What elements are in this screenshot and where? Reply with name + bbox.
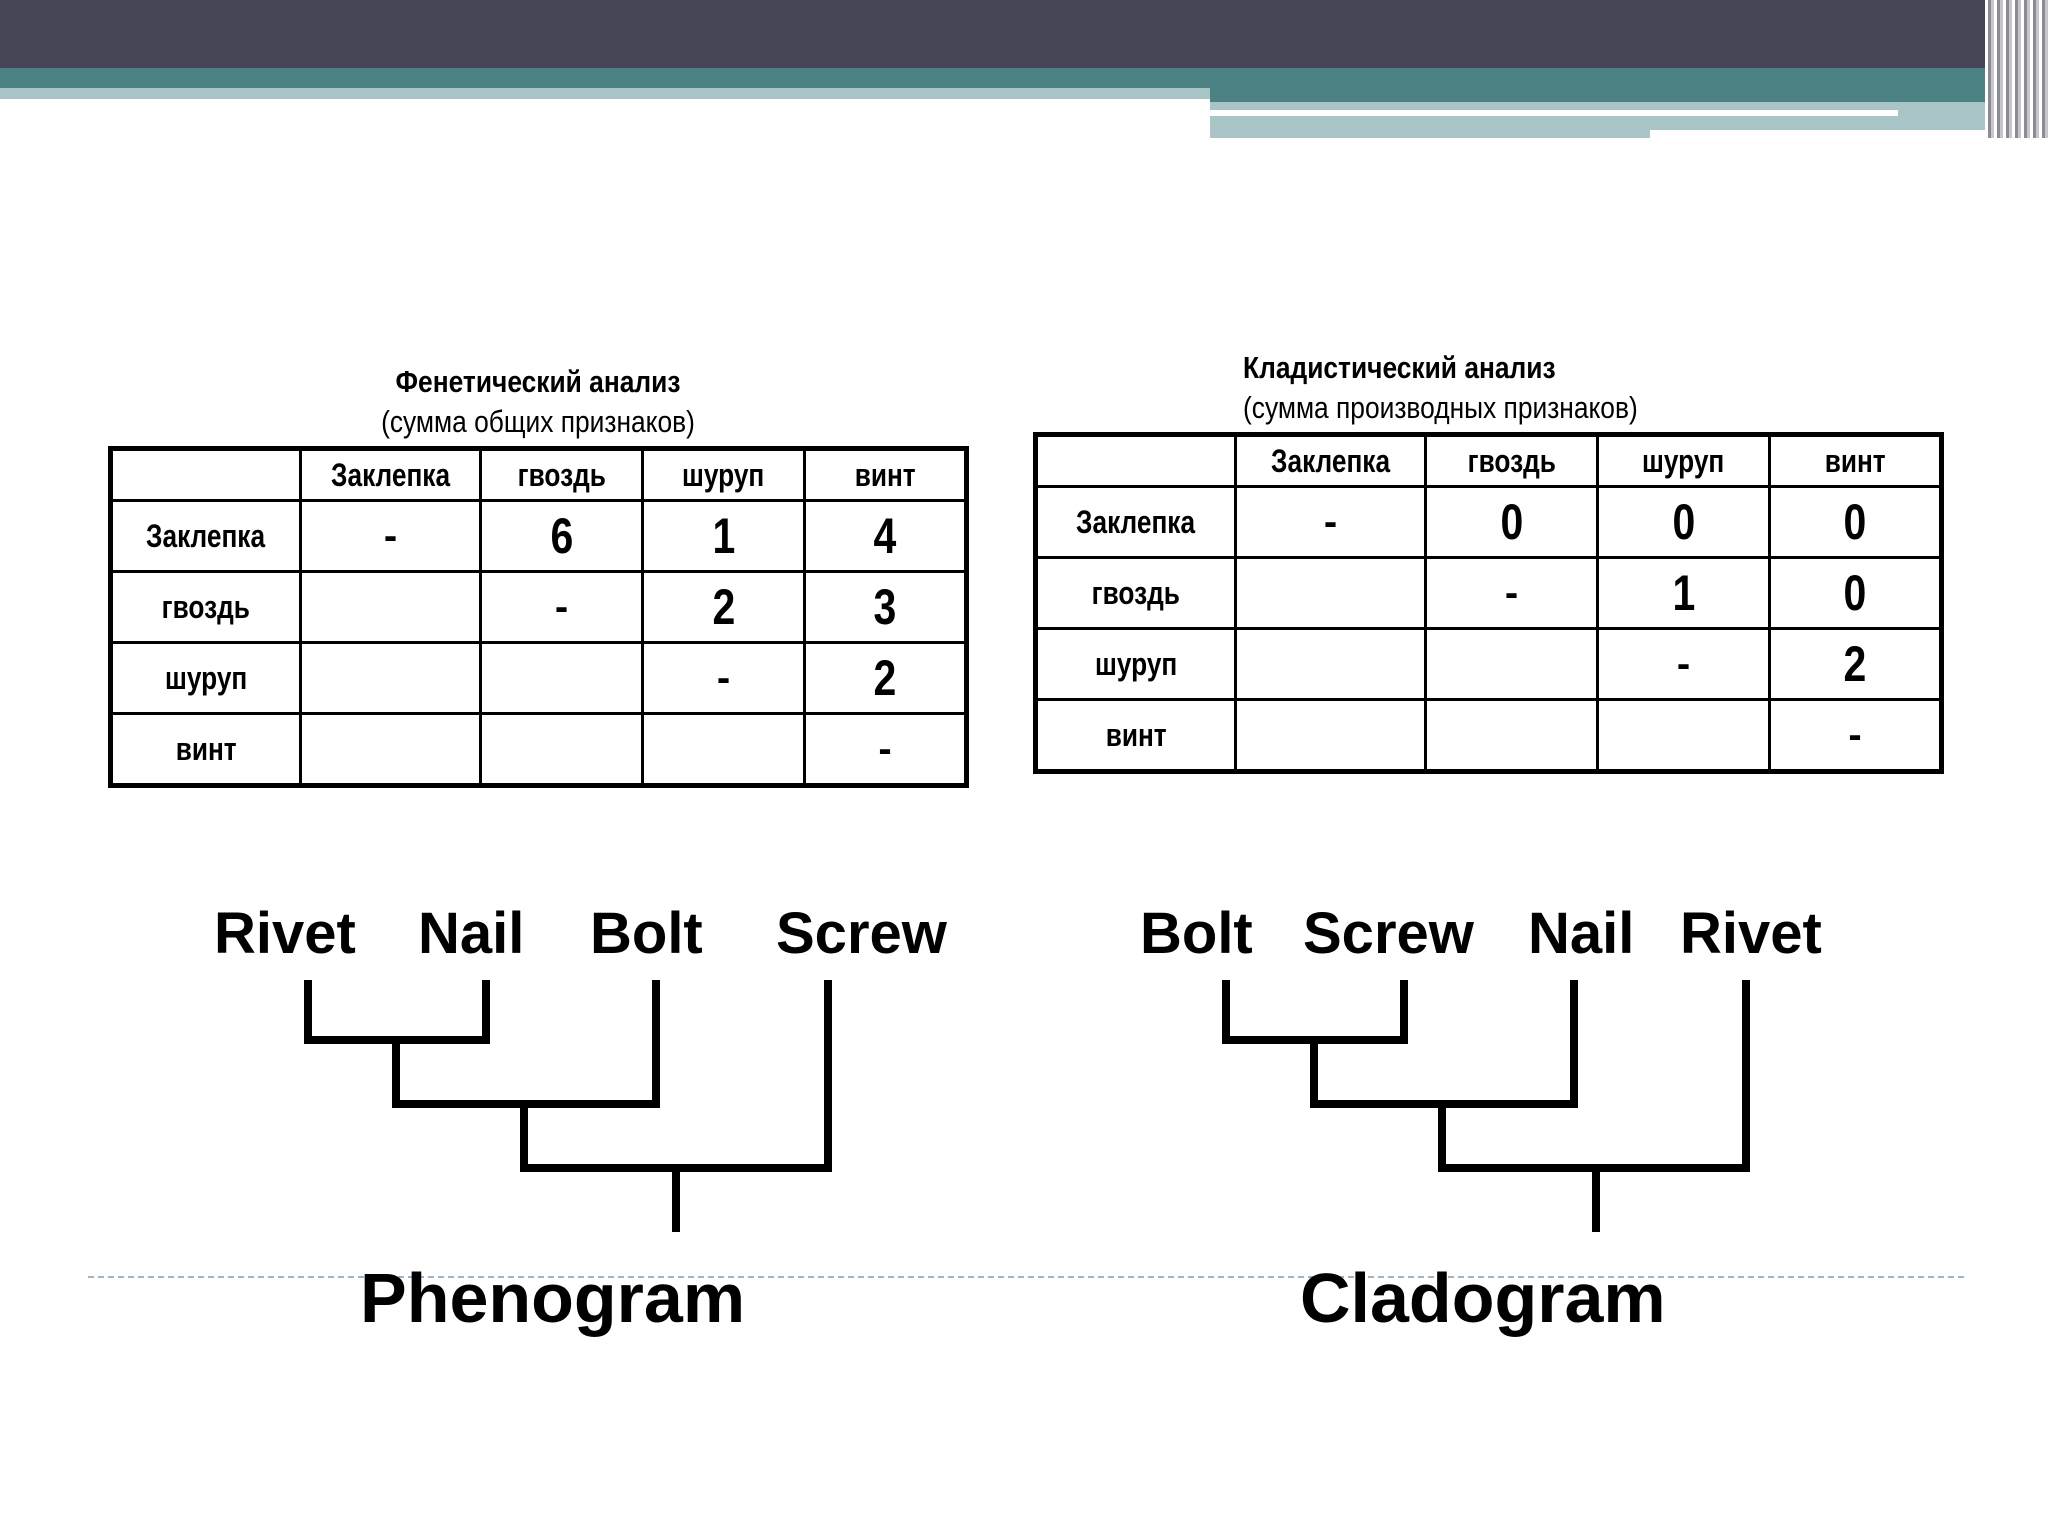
- matrix-cell: 6: [481, 501, 643, 572]
- row-label: гвоздь: [111, 572, 301, 643]
- row-label: шуруп: [111, 643, 301, 714]
- row-label: Заклепка: [111, 501, 301, 572]
- phenogram-leaf-screw: Screw: [776, 901, 947, 966]
- column-header: Заклепка: [301, 449, 481, 501]
- matrix-cell: -: [481, 572, 643, 643]
- phenetic-subtitle: (сумма общих признаков): [381, 404, 695, 439]
- phenetic-title: Фенетический анализ: [395, 364, 681, 399]
- column-header: гвоздь: [1426, 435, 1598, 487]
- phenogram-leaf-rivet: Rivet: [214, 901, 356, 966]
- matrix-cell: -: [301, 501, 481, 572]
- cladogram-leaf-rivet: Rivet: [1680, 901, 1822, 966]
- matrix-cell: 1: [1598, 558, 1770, 629]
- cladogram-caption: Cladogram: [1300, 1259, 1666, 1337]
- matrix-cell: -: [805, 714, 967, 786]
- matrix-cell: -: [1598, 629, 1770, 700]
- column-header: винт: [1770, 435, 1942, 487]
- row-label: гвоздь: [1036, 558, 1236, 629]
- matrix-cell: 0: [1770, 487, 1942, 558]
- matrix-cell: 2: [805, 643, 967, 714]
- cladogram-leaf-nail: Nail: [1528, 901, 1635, 966]
- cladistic-subtitle: (сумма производных признаков): [1243, 390, 1638, 425]
- cladogram-branch-bolt-screw: [1226, 984, 1404, 1040]
- row-label: винт: [111, 714, 301, 786]
- phenogram-branch-screw: [524, 984, 828, 1168]
- matrix-cell: 3: [805, 572, 967, 643]
- row-label: шуруп: [1036, 629, 1236, 700]
- phenogram-leaf-bolt: Bolt: [590, 901, 703, 966]
- row-label: винт: [1036, 700, 1236, 772]
- cladogram-leaf-bolt: Bolt: [1140, 901, 1253, 966]
- matrix-cell: -: [1236, 487, 1426, 558]
- matrix-cell: 1: [643, 501, 805, 572]
- matrix-cell: 4: [805, 501, 967, 572]
- matrix-cell: 0: [1426, 487, 1598, 558]
- cladistic-title: Кладистический анализ: [1243, 350, 1556, 385]
- matrix-cell: 0: [1598, 487, 1770, 558]
- matrix-cell: 0: [1770, 558, 1942, 629]
- column-header: винт: [805, 449, 967, 501]
- matrix-cell: 2: [643, 572, 805, 643]
- phenogram-leaf-nail: Nail: [418, 901, 525, 966]
- column-header: шуруп: [1598, 435, 1770, 487]
- column-header: гвоздь: [481, 449, 643, 501]
- matrix-cell: -: [643, 643, 805, 714]
- column-header: Заклепка: [1236, 435, 1426, 487]
- cladogram-leaf-screw: Screw: [1303, 901, 1474, 966]
- phenogram-caption: Phenogram: [360, 1259, 746, 1337]
- matrix-cell: -: [1770, 700, 1942, 772]
- cladogram-branch-rivet: [1442, 984, 1746, 1168]
- column-header: шуруп: [643, 449, 805, 501]
- row-label: Заклепка: [1036, 487, 1236, 558]
- matrix-cell: -: [1426, 558, 1598, 629]
- matrix-cell: 2: [1770, 629, 1942, 700]
- phenogram-branch-rivet-nail: [308, 984, 486, 1040]
